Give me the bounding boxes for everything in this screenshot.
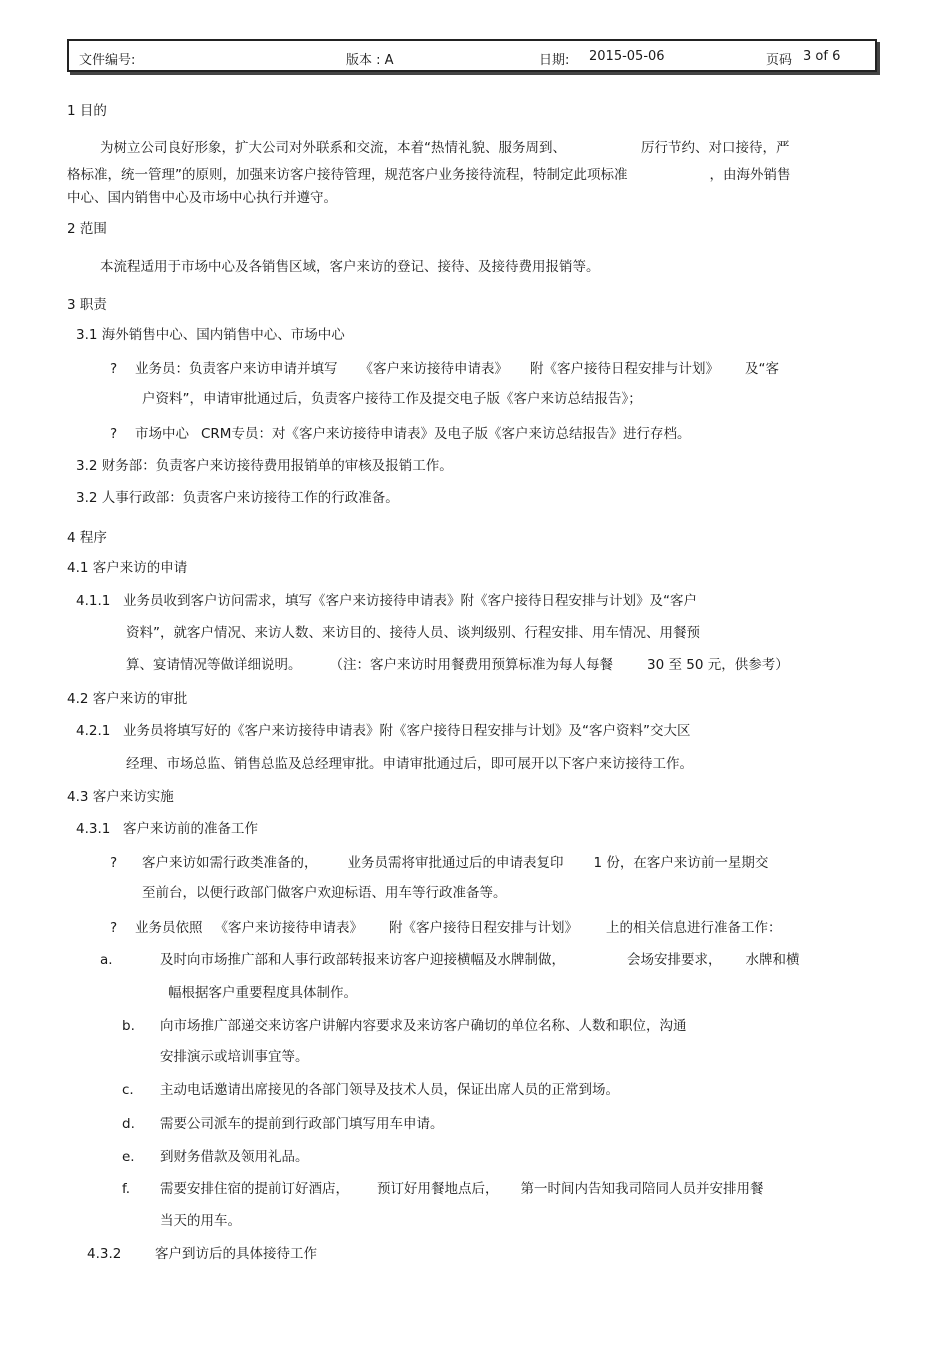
bullet-mark: ? [110, 920, 118, 936]
list-marker: d. [122, 1116, 135, 1132]
list-marker: e. [122, 1149, 135, 1165]
paragraph-line: 客户到访后的具体接待工作 [155, 1246, 317, 1262]
paragraph-line: 经理、市场总监、销售总监及总经理审批。申请审批通过后，即可展开以下客户来访接待工作。 [126, 756, 693, 772]
subsection-4-1: 4.1 客户来访的申请 [67, 560, 188, 576]
item-number: 4.1.1 [76, 593, 111, 609]
item-number: 4.2.1 [76, 723, 111, 739]
section-4-title: 4 程序 [67, 530, 107, 546]
text-segment: 及“客 [745, 361, 779, 377]
text-segment: 水牌和横 [745, 952, 800, 968]
bullet-mark: ? [110, 855, 118, 871]
paragraph-line: 到财务借款及领用礼品。 [160, 1149, 309, 1165]
bullet-mark: ? [110, 426, 118, 442]
paragraph-line: 至前台，以便行政部门做客户欢迎标语、用车等行政准备等。 [142, 885, 507, 901]
section-1-title: 1 目的 [67, 103, 107, 119]
paragraph-line [100, 139, 790, 157]
text-segment: CRM专员：对《客户来访接待申请表》及电子版《客户来访总结报告》进行存档。 [201, 426, 691, 442]
paragraph-line: 中心、国内销售中心及市场中心执行并遵守。 [67, 190, 337, 206]
text-segment: 市场中心 [135, 426, 189, 442]
paragraph-line: 户资料”，申请审批通过后，负责客户接待工作及提交电子版《客户来访总结报告》； [142, 391, 642, 407]
text-segment: 格标准，统一管理”的原则，加强来访客户接待管理，规范客户业务接待流程，特制定此项标准 [67, 167, 628, 183]
list-marker: b. [122, 1018, 135, 1034]
subsection-3-2-admin: 3.2 人事行政部：负责客户来访接待工作的行政准备。 [76, 490, 399, 506]
list-marker: a. [100, 952, 113, 968]
text-segment: 附《客户接待日程安排与计划》 [530, 361, 719, 377]
paragraph-line [160, 951, 800, 969]
text-segment: 30 至 50 元，供参考） [647, 657, 789, 673]
paragraph-line: 业务员将填写好的《客户来访接待申请表》附《客户接待日程安排与计划》及“客户资料”交大区 [123, 723, 691, 739]
date-label: 日期: [539, 53, 570, 68]
text-segment: 业务员依照 [135, 920, 203, 936]
text-segment: 厉行节约、对口接待，严 [641, 140, 790, 156]
text-segment: 为树立公司良好形象，扩大公司对外联系和交流，本着“热情礼貌、服务周到、 [100, 140, 566, 156]
text-segment: 预订好用餐地点后， [377, 1181, 499, 1197]
document-header [67, 39, 877, 72]
section-3-title: 3 职责 [67, 297, 107, 313]
item-number: 4.3.2 [87, 1246, 122, 1262]
text-segment: 第一时间内告知我司陪同人员并安排用餐 [520, 1181, 764, 1197]
paragraph-line: 向市场推广部递交来访客户讲解内容要求及来访客户确切的单位名称、人数和职位，沟通 [160, 1018, 687, 1034]
paragraph-line: 安排演示或培训事宜等。 [160, 1049, 309, 1065]
text-segment: ，由海外销售 [709, 167, 791, 183]
item-number: 4.3.1 [76, 821, 111, 837]
paragraph-line: 资料”，就客户情况、来访人数、来访目的、接待人员、谈判级别、行程安排、用车情况、用餐预 [126, 625, 700, 641]
text-segment: 业务员需将审批通过后的申请表复印 [347, 855, 564, 871]
paragraph-line [135, 919, 782, 937]
text-segment: 及时向市场推广部和人事行政部转报来访客户迎接横幅及水牌制做， [160, 952, 565, 968]
date-value: 2015-05-06 [589, 49, 665, 64]
paragraph-line: 业务员收到客户访问需求，填写《客户来访接待申请表》附《客户接待日程安排与计划》及“客户 [123, 593, 697, 609]
section-2-title: 2 范围 [67, 221, 107, 237]
text-segment: 业务员：负责客户来访申请并填写 [135, 361, 338, 377]
subsection-3-1: 3.1 海外销售中心、国内销售中心、市场中心 [76, 327, 345, 343]
paragraph-line: 本流程适用于市场中心及各销售区域，客户来访的登记、接待、及接待费用报销等。 [100, 259, 600, 275]
text-segment: 上的相关信息进行准备工作： [606, 920, 782, 936]
text-segment: 《客户来访接待申请表》 [359, 361, 508, 377]
text-segment: 算、宴请情况等做详细说明。 [126, 657, 302, 673]
subsection-3-2-finance: 3.2 财务部：负责客户来访接待费用报销单的审核及报销工作。 [76, 458, 453, 474]
text-segment: 《客户来访接待申请表》 [214, 920, 363, 936]
paragraph-line: 当天的用车。 [160, 1213, 241, 1229]
bullet-mark: ? [110, 361, 118, 377]
paragraph-line: 幅根据客户重要程度具体制作。 [168, 985, 357, 1001]
version-label: 版本 : A [346, 53, 394, 68]
paragraph-line [126, 656, 789, 674]
subsection-4-2: 4.2 客户来访的审批 [67, 691, 188, 707]
text-segment: 会场安排要求， [627, 952, 722, 968]
paragraph-line [135, 360, 779, 378]
text-segment: 1 份，在客户来访前一星期交 [593, 855, 769, 871]
doc-number-label: 文件编号: [79, 53, 136, 68]
paragraph-line [67, 166, 791, 184]
text-segment: 需要安排住宿的提前订好酒店， [160, 1181, 349, 1197]
paragraph-line [135, 425, 690, 443]
page-label: 页码 [766, 53, 793, 68]
text-segment: （注：客户来访时用餐费用预算标准为每人每餐 [329, 657, 613, 673]
list-marker: c. [122, 1082, 134, 1098]
list-marker: f. [122, 1181, 131, 1197]
paragraph-line: 需要公司派车的提前到行政部门填写用车申请。 [160, 1116, 444, 1132]
paragraph-line: 客户来访前的准备工作 [123, 821, 258, 837]
text-segment: 附《客户接待日程安排与计划》 [389, 920, 578, 936]
paragraph-line [142, 854, 768, 872]
paragraph-line [160, 1180, 764, 1198]
text-segment: 客户来访如需行政类准备的， [142, 855, 318, 871]
paragraph-line: 主动电话邀请出席接见的各部门领导及技术人员，保证出席人员的正常到场。 [160, 1082, 619, 1098]
subsection-4-3: 4.3 客户来访实施 [67, 789, 174, 805]
page-number: 3 of 6 [803, 49, 841, 64]
